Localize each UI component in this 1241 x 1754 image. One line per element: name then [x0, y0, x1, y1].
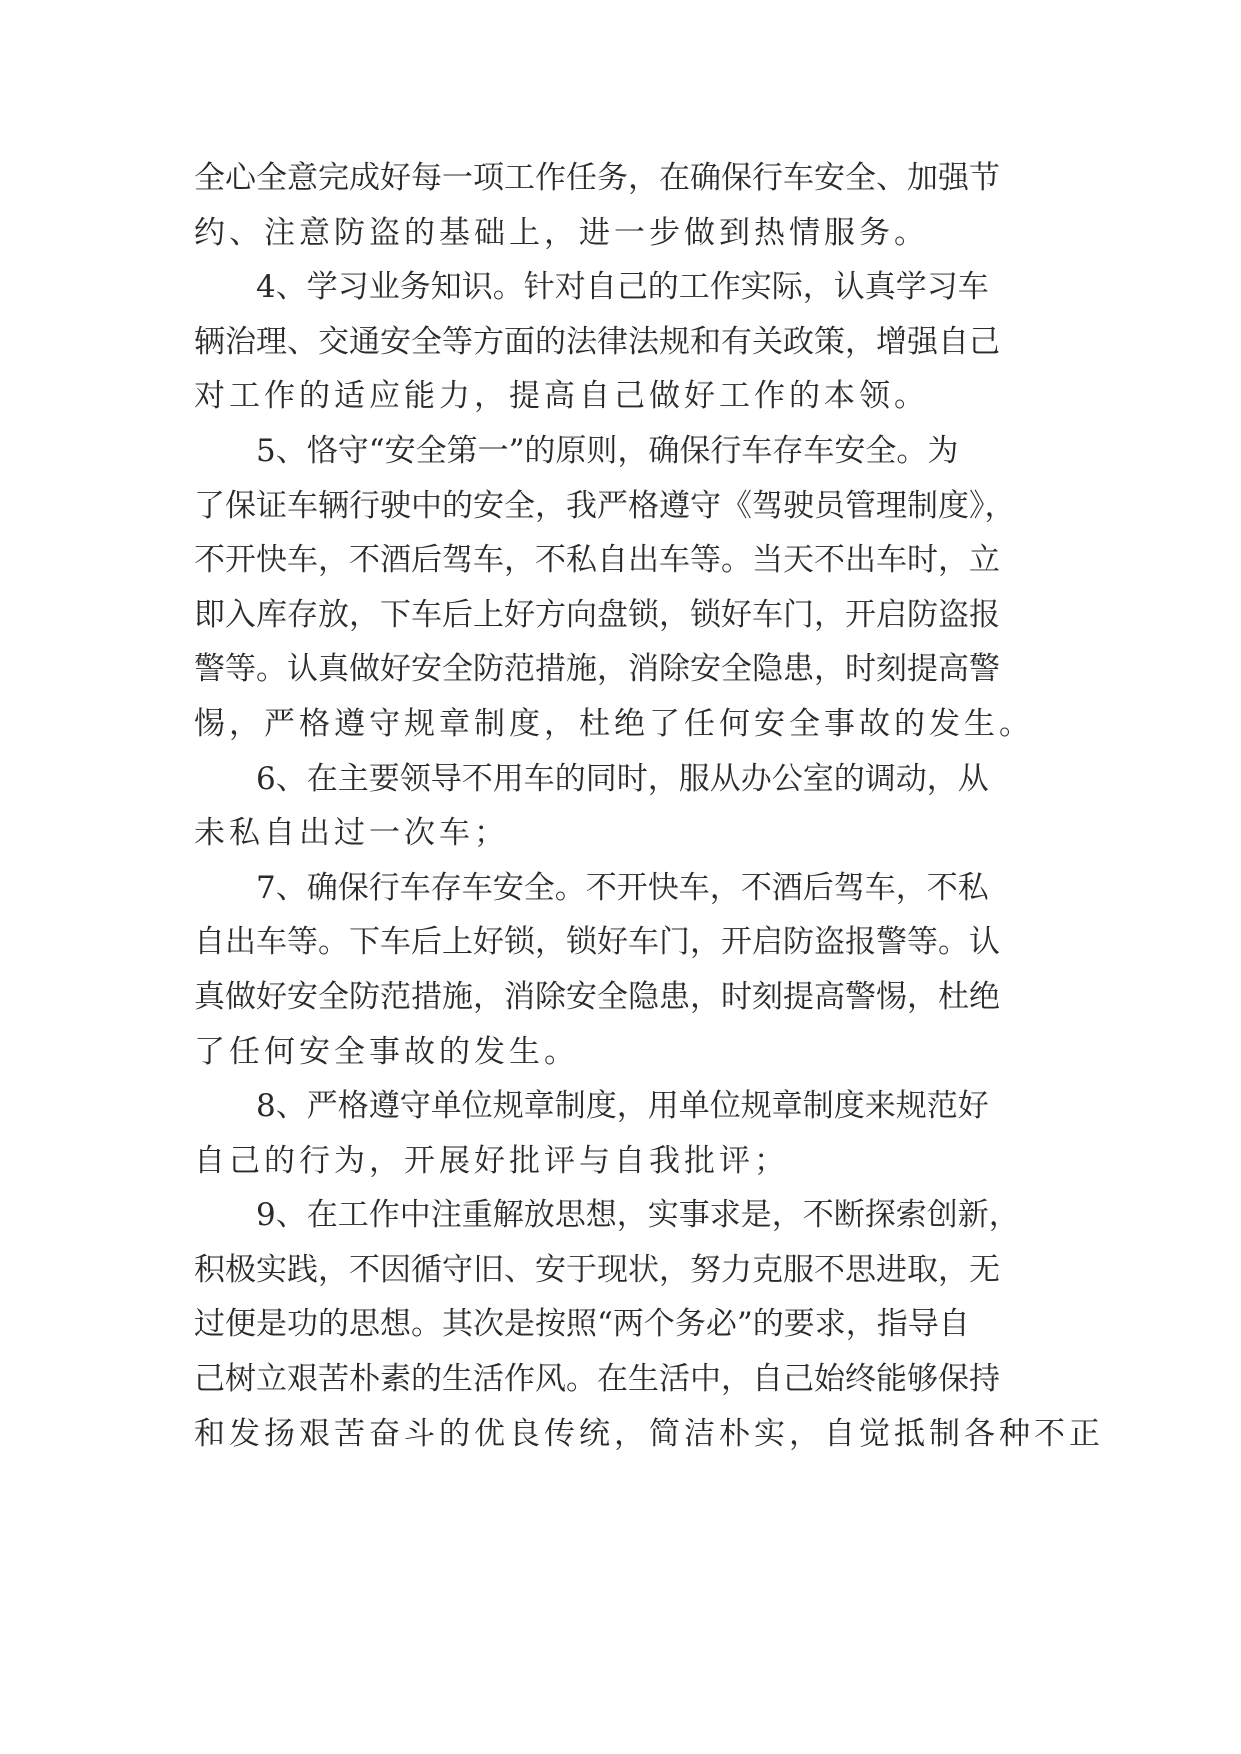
text-line: 己树立艰苦朴素的生活作风。在生活中，自己始终能够保持 [194, 1361, 1000, 1398]
text-line: 8、严格遵守单位规章制度，用单位规章制度来规范好 [256, 1088, 989, 1125]
text-line: 对工作的适应能力，提高自己做好工作的本领。 [194, 378, 929, 415]
text-line: 惕，严格遵守规章制度，杜绝了任何安全事故的发生。 [194, 705, 1034, 742]
text-line: 9、在工作中注重解放思想，实事求是，不断探索创新， [256, 1197, 1020, 1234]
text-line: 了保证车辆行驶中的安全，我严格遵守《驾驶员管理制度》， [194, 487, 1016, 524]
text-line: 过便是功的思想。其次是按照“两个务必”的要求，指导自 [194, 1306, 970, 1343]
text-line: 全心全意完成好每一项工作任务，在确保行车安全、加强节 [194, 160, 1000, 196]
text-line: 和发扬艰苦奋斗的优良传统，简洁朴实，自觉抵制各种不正 [194, 1415, 1104, 1452]
document-body [194, 151, 1104, 1461]
text-line: 不开快车，不酒后驾车，不私自出车等。当天不出车时，立 [194, 542, 1000, 579]
text-line: 自己的行为，开展好批评与自我批评； [194, 1142, 789, 1179]
text-line: 了任何安全事故的发生。 [194, 1033, 579, 1070]
text-line: 自出车等。下车后上好锁，锁好车门，开启防盗报警等。认 [194, 924, 1000, 961]
text-line: 即入库存放，下车后上好方向盘锁，锁好车门，开启防盗报 [194, 596, 1000, 633]
text-line: 7、确保行车存车安全。不开快车，不酒后驾车，不私 [256, 869, 989, 906]
text-line: 约、注意防盗的基础上，进一步做到热情服务。 [194, 214, 929, 251]
text-line: 4、学习业务知识。针对自己的工作实际，认真学习车 [256, 269, 989, 306]
text-line: 未私自出过一次车； [194, 815, 509, 852]
text-line: 真做好安全防范措施，消除安全隐患，时刻提高警惕，杜绝 [194, 978, 1000, 1015]
text-line: 警等。认真做好安全防范措施，消除安全隐患，时刻提高警 [194, 651, 1000, 688]
text-line: 积极实践，不因循守旧、安于现状，努力克服不思进取，无 [194, 1251, 1000, 1288]
text-line: 5、恪守“安全第一”的原则，确保行车存车安全。为 [256, 432, 959, 469]
text-line: 6、在主要领导不用车的同时，服从办公室的调动，从 [256, 760, 989, 797]
text-line: 辆治理、交通安全等方面的法律法规和有关政策，增强自己 [194, 323, 1000, 360]
